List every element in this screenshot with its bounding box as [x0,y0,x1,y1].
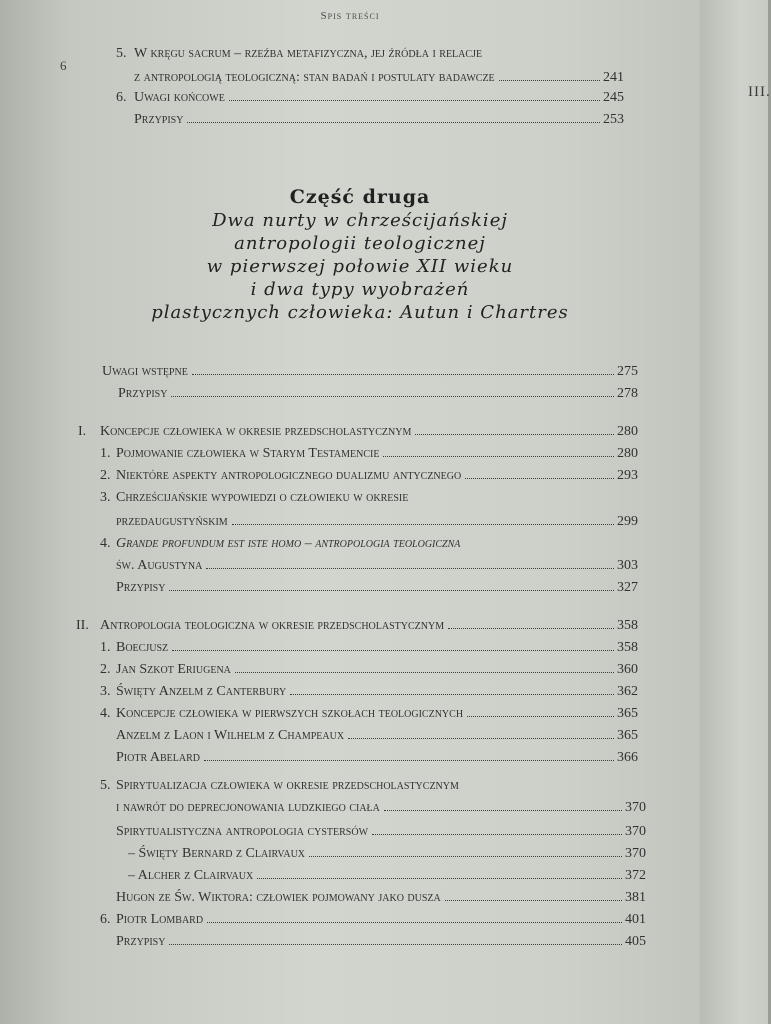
dot-leader [448,628,614,629]
toc-entry [100,490,638,506]
toc-entry-text: – Święty Bernard z Clairvaux [128,846,306,861]
toc-entry-text: Uwagi wstępne [102,364,188,379]
toc-entry [116,580,638,596]
toc-entry [116,800,646,816]
toc-entry-number: 3. [100,490,111,505]
section-roman-numeral: I. [78,424,87,439]
part-subtitle-line: i dwa typy wyobrażeń [250,279,470,300]
toc-entry-text: Przypisy [134,112,184,127]
toc-entry-page: 405 [625,934,646,949]
dot-leader [348,738,614,739]
toc-entry-text: Chrześcijańskie wypowiedzi o człowieku w okresie [116,490,409,505]
dot-leader [445,900,622,901]
toc-entry-text: W kręgu sacrum – rzeźba metafizyczna, jej źródła i relacje [134,46,483,61]
toc-entry-text: i nawrót do deprecjonowania ludzkiego ciała [116,800,380,815]
part-heading [60,186,660,324]
toc-entry-text: z antropologią teologiczną: stan badań i postulaty badawcze [134,70,495,85]
toc-entry-6 [116,90,624,106]
toc-entry-page: 362 [617,684,638,699]
dot-leader [383,456,614,457]
section-title: Antropologia teologiczna w okresie przedscholastycznym [100,618,445,633]
toc-entry-page: 370 [625,846,646,861]
toc-section-1 [78,424,638,440]
right-page-roman-numeral: III. [748,84,771,100]
toc-entry [128,846,646,862]
toc-entry-page: 275 [617,364,638,379]
toc-entry-page: 278 [617,386,638,401]
toc-entry-number: 5. [116,46,127,61]
toc-entry [100,640,638,656]
dot-leader [169,590,614,591]
toc-entry-number: 6. [116,90,127,105]
toc-entry-page: 303 [617,558,638,573]
toc-entry [100,662,638,678]
book-page-right [700,0,771,1024]
toc-entry-page: 253 [603,112,624,127]
toc-entry-5 [116,46,616,62]
toc-entry-page: 370 [625,824,646,839]
toc-entry-text: Anzelm z Laon i Wilhelm z Champeaux [116,728,345,743]
toc-entry-text: św. Augustyna [116,558,203,573]
dot-leader [309,856,622,857]
toc-entry-intro-notes [118,386,638,402]
dot-leader [384,810,622,811]
part-subtitle-line: Dwa nurty w chrześcijańskiej [212,210,508,231]
toc-entry [100,446,638,462]
toc-entry-page: 299 [617,514,638,529]
toc-entry [116,934,646,950]
toc-entry [100,468,638,484]
toc-entry-number: 4. [100,706,111,721]
page-number: 6 [60,58,67,73]
toc-entry-number: 2. [100,662,111,677]
toc-entry-page: 360 [617,662,638,677]
toc-entry-page: 280 [617,446,638,461]
part-subtitle-line: plastycznych człowieka: Autun i Chartres [151,302,569,323]
toc-entry-text: Jan Szkot Eriugena [116,662,231,677]
dot-leader [192,374,614,375]
toc-entry-5-cont [134,70,624,86]
part-title: Część druga [289,186,431,208]
toc-entry [128,868,646,884]
toc-entry-text: – Alcher z Clairvaux [128,868,254,883]
running-head: Spis treści [320,10,380,22]
toc-entry-text: Spirytualistyczna antropologia cystersów [116,824,369,839]
toc-entry-text: Przypisy [116,580,166,595]
toc-entry-text: Boecjusz [116,640,169,655]
toc-entry-page: 365 [617,728,638,743]
toc-entry [116,824,646,840]
dot-leader [172,650,614,651]
toc-entry-text: Grande profundum est iste homo – antropologia teologiczna [116,536,461,551]
toc-entry-page: 365 [617,706,638,721]
toc-entry-text: Przypisy [116,934,166,949]
part-subtitle-line: antropologii teologicznej [234,233,486,254]
toc-entry [116,514,638,530]
toc-entry-number: 3. [100,684,111,699]
toc-entry-text: Spirytualizacja człowieka w okresie przedscholastycznym [116,778,459,793]
toc-entry-page: 293 [617,468,638,483]
dot-leader [415,434,614,435]
toc-entry-text: Koncepcje człowieka w pierwszych szkołach teologicznych [116,706,464,721]
toc-entry-number: 2. [100,468,111,483]
toc-entry-page: 372 [625,868,646,883]
toc-entry-text: Hugon ze Św. Wiktora: człowiek pojmowany jako dusza [116,890,441,905]
toc-section-2 [76,618,638,634]
toc-entry-page: 327 [617,580,638,595]
toc-entry-page: 358 [617,640,638,655]
toc-entry [116,890,646,906]
section-title: Koncepcje człowieka w okresie przedscholastycznym [100,424,412,439]
dot-leader [204,760,614,761]
toc-entry-number: 4. [100,536,111,551]
toc-entry-number: 1. [100,446,111,461]
toc-entry-text: Niektóre aspekty antropologicznego dualizmu antycznego [116,468,462,483]
toc-entry-page: 366 [617,750,638,765]
section-page: 280 [617,424,638,439]
toc-entry-notes [134,112,624,128]
toc-entry-page: 370 [625,800,646,815]
toc-entry-page: 401 [625,912,646,927]
toc-entry-text: Piotr Lombard [116,912,204,927]
dot-leader [207,922,622,923]
toc-entry [100,706,638,722]
toc-entry-number: 6. [100,912,111,927]
dot-leader [499,80,600,81]
toc-entry [100,778,638,794]
dot-leader [187,122,600,123]
dot-leader [235,672,614,673]
toc-entry [116,750,638,766]
toc-entry-text: Przypisy [118,386,168,401]
toc-entry [116,728,638,744]
toc-entry-number: 5. [100,778,111,793]
toc-entry [100,684,638,700]
toc-entry-text: Piotr Abelard [116,750,200,765]
toc-entry-text: przedaugustyńskim [116,514,228,529]
dot-leader [232,524,614,525]
toc-entry-text: Uwagi końcowe [134,90,225,105]
dot-leader [467,716,614,717]
dot-leader [257,878,622,879]
toc-entry-page: 381 [625,890,646,905]
toc-entry-text: Święty Anzelm z Canterbury [116,684,287,699]
dot-leader [169,944,622,945]
toc-entry-intro [102,364,638,380]
dot-leader [229,100,600,101]
toc-entry [116,558,638,574]
dot-leader [206,568,614,569]
toc-entry-text: Pojmowanie człowieka w Starym Testamencie [116,446,380,461]
dot-leader [465,478,614,479]
section-roman-numeral: II. [76,618,89,633]
part-subtitle-line: w pierwszej połowie XII wieku [206,256,514,277]
toc-entry-number: 1. [100,640,111,655]
toc-entry-page: 245 [603,90,624,105]
dot-leader [372,834,622,835]
toc-entry [100,912,646,928]
toc-entry [100,536,638,552]
section-page: 358 [617,618,638,633]
dot-leader [171,396,614,397]
dot-leader [290,694,614,695]
toc-entry-page: 241 [603,70,624,85]
